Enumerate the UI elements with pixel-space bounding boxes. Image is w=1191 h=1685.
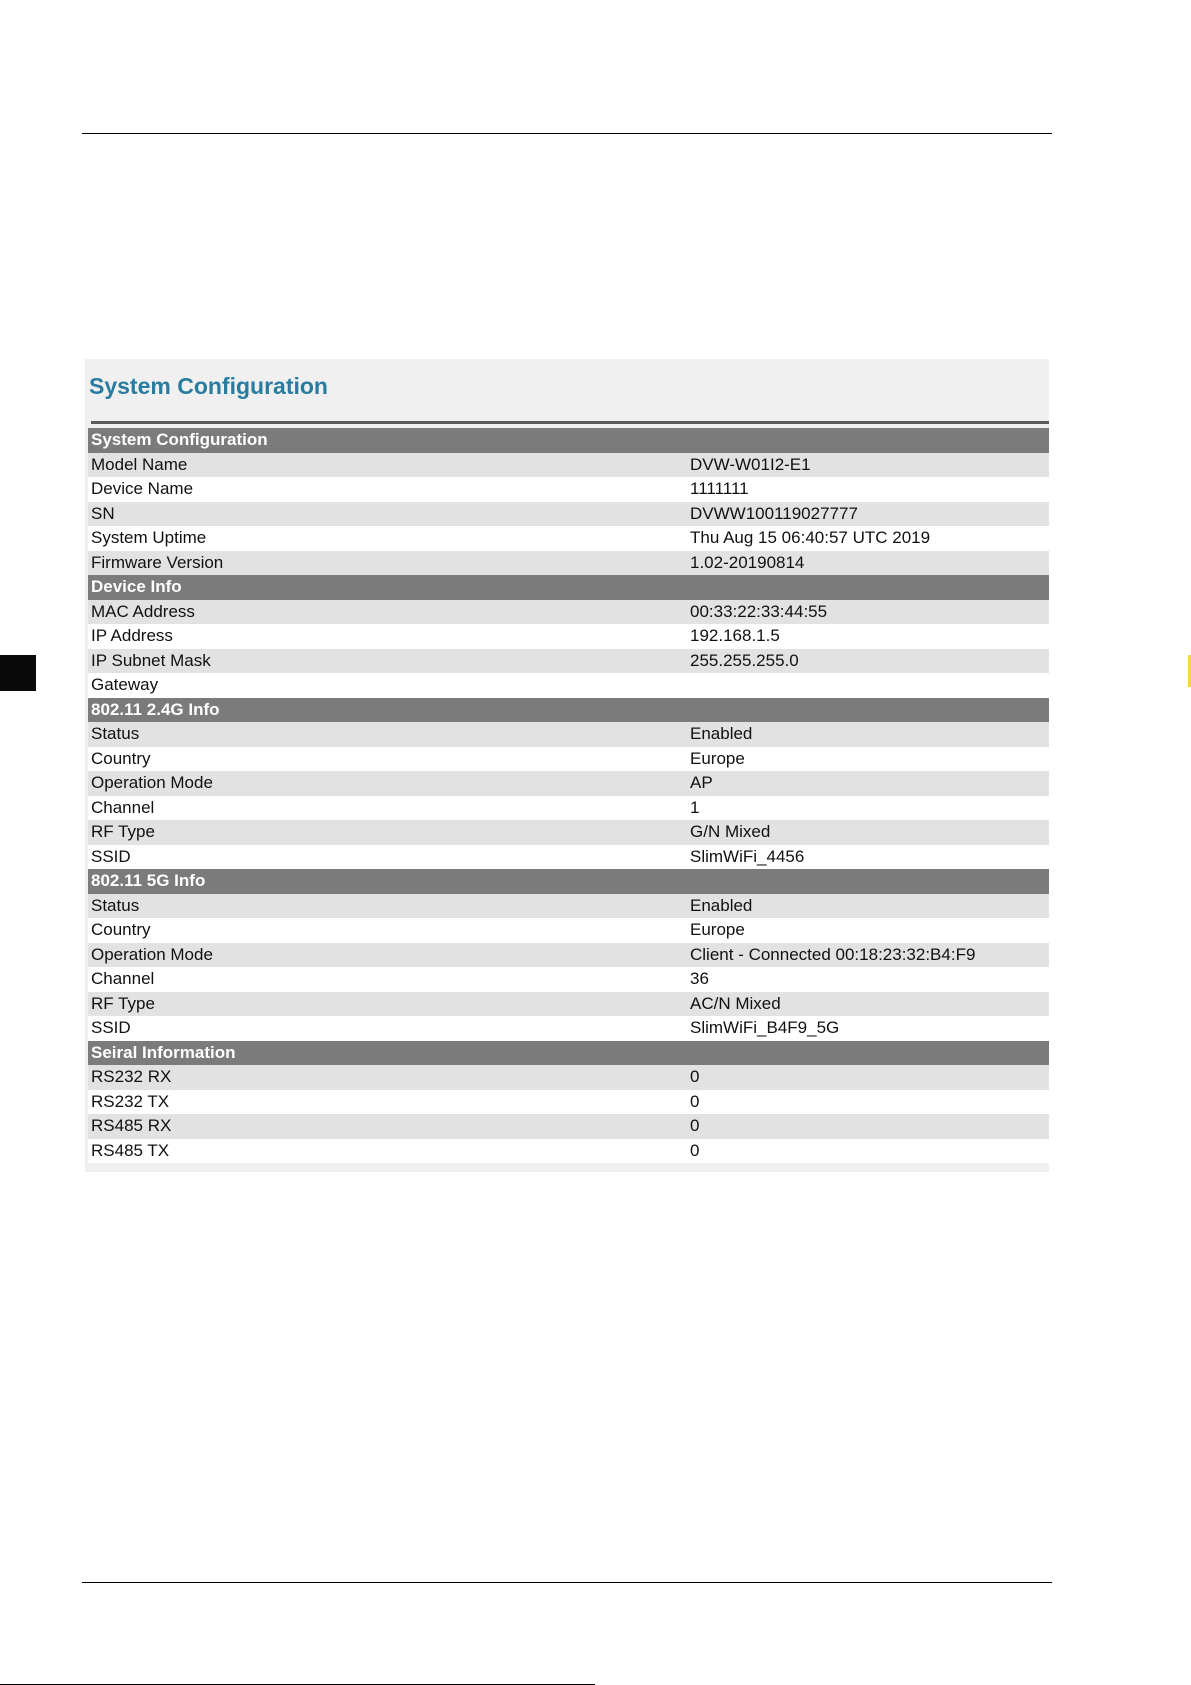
row-value: 0 (690, 1140, 700, 1160)
page-title: System Configuration (89, 373, 328, 399)
row-label: RF Type (91, 822, 155, 841)
section-title: System Configuration (91, 430, 268, 449)
row-label: Status (91, 724, 140, 743)
row-label: Gateway (91, 675, 159, 694)
section-title: Device Info (91, 577, 182, 596)
table-row (88, 722, 1049, 747)
row-label: RS232 RX (91, 1067, 172, 1086)
row-value: Thu Aug 15 06:40:57 UTC 2019 (690, 528, 931, 547)
row-label: RS232 TX (91, 1091, 170, 1111)
section-title: Seiral Information (91, 1042, 236, 1062)
row-value: 0 (690, 1116, 700, 1135)
table-row (88, 649, 1049, 674)
row-label: RF Type (91, 993, 155, 1013)
section-header (88, 869, 1049, 894)
row-value: Enabled (690, 895, 753, 915)
row-value: 00:33:22:33:44:55 (690, 601, 828, 621)
row-value: 0 (690, 1067, 700, 1086)
row-value: AP (690, 773, 713, 792)
row-label: RS485 RX (91, 1116, 172, 1135)
row-label: SN (91, 503, 115, 523)
table-row (88, 1114, 1049, 1139)
row-label: Status (91, 895, 140, 915)
row-value: G/N Mixed (690, 822, 771, 841)
system-configuration-panel (85, 359, 1049, 1172)
table-row (88, 526, 1049, 551)
row-value: AC/N Mixed (690, 993, 781, 1013)
table-row (88, 771, 1049, 796)
table-row (88, 1139, 1049, 1164)
row-value: 1.02-20190814 (690, 552, 805, 572)
row-label: Operation Mode (91, 773, 213, 792)
row-value: Europe (690, 748, 745, 768)
table-row (88, 820, 1049, 845)
row-label: SSID (91, 1018, 131, 1037)
table-row (88, 600, 1049, 625)
table-row (88, 845, 1049, 870)
row-value: SlimWiFi_4456 (690, 846, 805, 866)
table-row (88, 477, 1049, 502)
configuration-table (88, 428, 1049, 1163)
table-row (88, 918, 1049, 943)
table-row (88, 673, 1049, 698)
row-label: RS485 TX (91, 1140, 170, 1160)
title-divider (91, 421, 1049, 424)
section-header (88, 698, 1049, 723)
row-label: Model Name (91, 454, 188, 474)
row-label: Device Name (91, 479, 194, 498)
row-value: 255.255.255.0 (690, 650, 799, 670)
table-row (88, 1016, 1049, 1041)
row-label: Channel (91, 969, 155, 988)
table-row (88, 967, 1049, 992)
row-label: Country (91, 920, 151, 939)
section-header (88, 428, 1049, 453)
row-label: MAC Address (91, 601, 195, 621)
row-label: SSID (91, 846, 131, 866)
table-row (88, 1090, 1049, 1115)
row-value: DVWW100119027777 (690, 503, 858, 523)
row-label: Channel (91, 797, 155, 817)
row-value: Client - Connected 00:18:23:32:B4:F9 (690, 944, 976, 964)
row-label: Country (91, 748, 151, 768)
row-value: 36 (690, 969, 709, 988)
section-header (88, 1041, 1049, 1066)
table-row (88, 894, 1049, 919)
row-label: IP Address (91, 626, 173, 645)
row-value: 1111111 (690, 479, 749, 498)
table-row (88, 943, 1049, 968)
section-title: 802.11 2.4G Info (91, 699, 220, 719)
row-label: System Uptime (91, 528, 207, 547)
row-value: SlimWiFi_B4F9_5G (690, 1018, 840, 1037)
table-row (88, 747, 1049, 772)
table-row (88, 502, 1049, 527)
row-label: Operation Mode (91, 944, 213, 964)
row-value: Europe (690, 920, 745, 939)
bottom-rule (82, 1582, 1052, 1583)
table-row (88, 796, 1049, 821)
table-row (88, 453, 1049, 478)
row-value: 0 (690, 1091, 700, 1111)
chapter-tab-marker (0, 655, 36, 691)
table-row (88, 551, 1049, 576)
top-rule (82, 133, 1052, 134)
table-row (88, 1065, 1049, 1090)
row-label: Firmware Version (91, 552, 224, 572)
row-value: 192.168.1.5 (690, 626, 780, 645)
section-title: 802.11 5G Info (91, 871, 206, 890)
table-row (88, 992, 1049, 1017)
row-value: Enabled (690, 724, 753, 743)
section-header (88, 575, 1049, 600)
table-row (88, 624, 1049, 649)
row-label: IP Subnet Mask (91, 650, 211, 670)
row-value: DVW-W01I2-E1 (690, 454, 811, 474)
row-value: 1 (690, 797, 700, 817)
